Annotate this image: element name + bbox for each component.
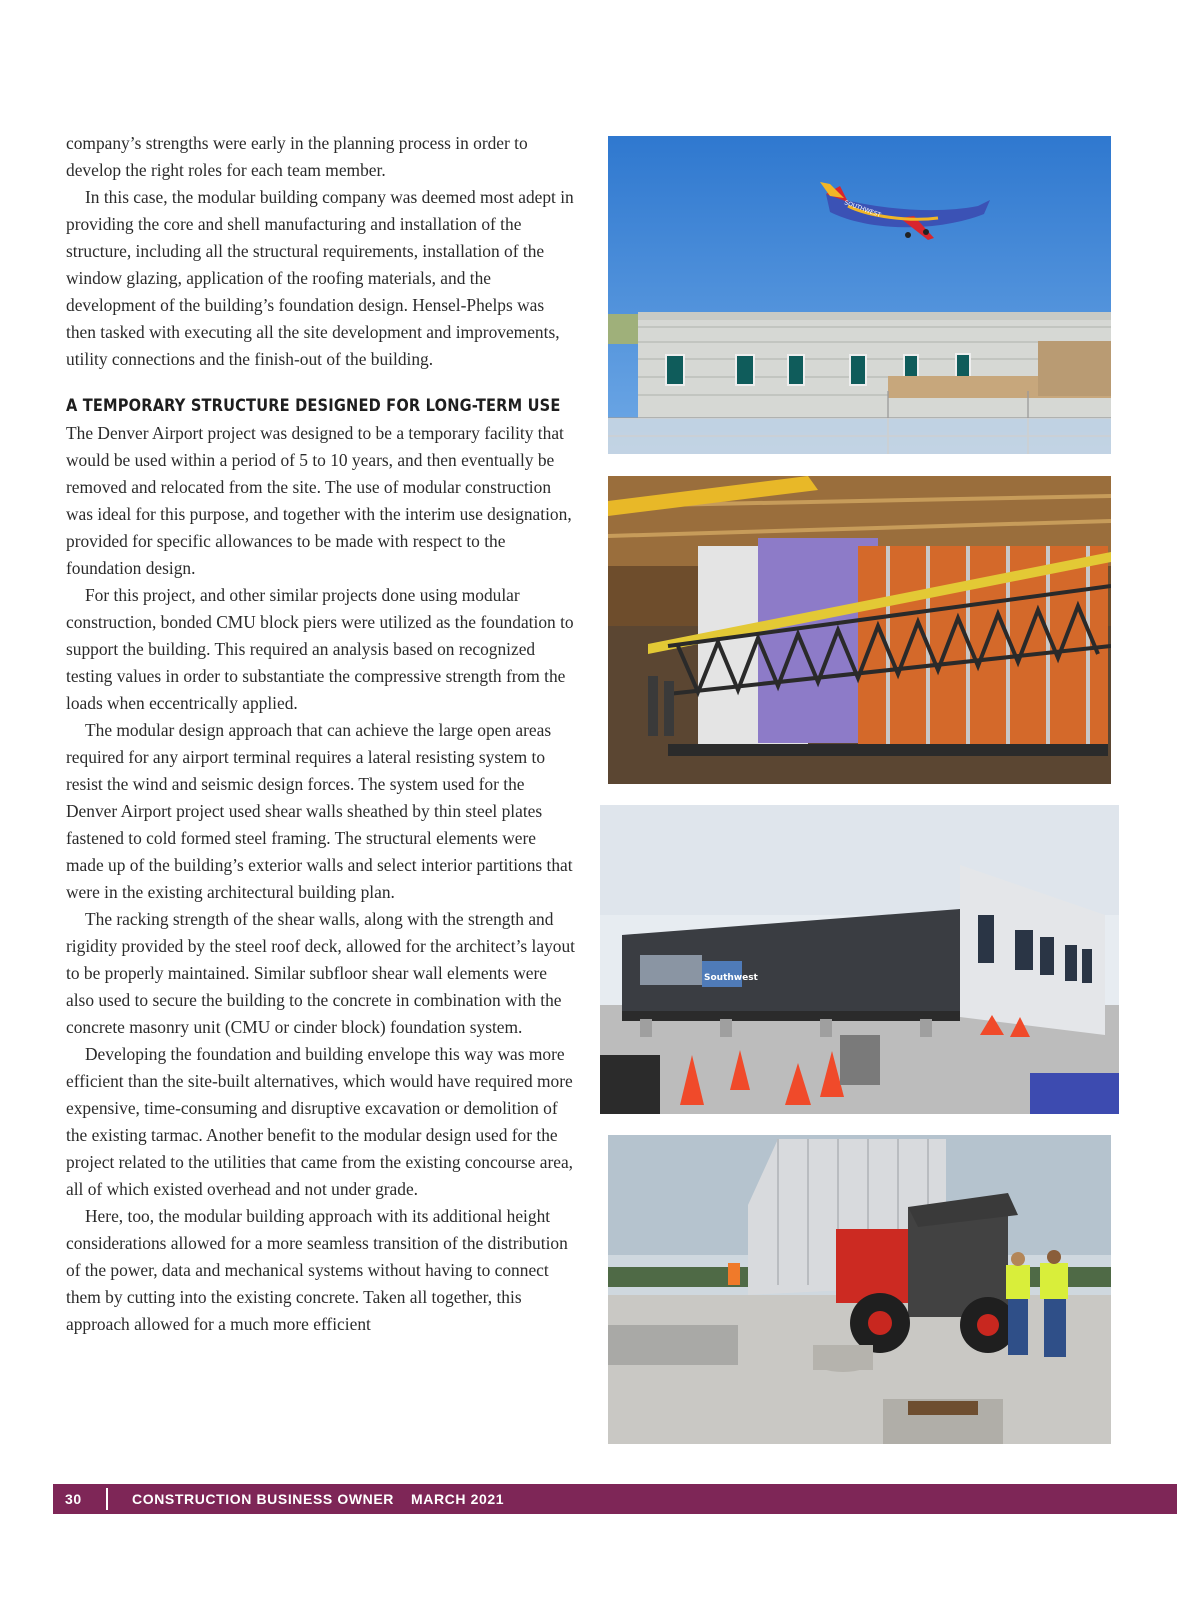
photo-open-module-on-piers bbox=[600, 805, 1119, 1114]
photo-module-transport-forklift bbox=[608, 1135, 1111, 1444]
terminal-sign-text: Southwest bbox=[704, 973, 758, 983]
footer-divider bbox=[106, 1488, 108, 1510]
article-paragraph: For this project, and other similar projects done using modular construction, bonded CMU block piers were utilized as the foundation to support the building. This required an analysis based on recognized testing values in order to substantiate the compressive strength from the loads when eccentrically applied. bbox=[66, 585, 574, 713]
issue-date: MARCH 2021 bbox=[411, 1491, 505, 1507]
photo-factory-module-assembly bbox=[608, 476, 1111, 784]
article-paragraph: The Denver Airport project was designed to be a temporary facility that would be used within a period of 5 to 10 years, and then eventually be removed and relocated from the site. The use of modular construction was ideal for this purpose, and together with the interim use designation, provided for specific allowances to be made with respect to the foundation design. bbox=[66, 423, 572, 578]
photo-plane-over-modular-terminal bbox=[608, 136, 1111, 454]
article-paragraph: The racking strength of the shear walls, along with the strength and rigidity provided by the steel roof deck, allowed for the architect’s layout to be properly maintained. Similar subfloor shear wall elements were also used to secure the building to the concrete in combination with the concrete masonry unit (CMU or cinder block) foundation system. bbox=[66, 909, 575, 1037]
magazine-title: CONSTRUCTION BUSINESS OWNER bbox=[132, 1491, 394, 1507]
section-heading: A TEMPORARY STRUCTURE DESIGNED FOR LONG-TERM USE bbox=[66, 396, 561, 416]
article-paragraph: Here, too, the modular building approach with its additional height considerations allowed for a more seamless transition of the distribution of the power, data and mechanical systems without having to connect them by cutting into the existing concrete. Taken all together, this approach allowed for a much more efficient bbox=[66, 1206, 568, 1334]
article-text-column bbox=[66, 130, 576, 1338]
footer-bar bbox=[53, 1484, 1177, 1514]
article-paragraph: The modular design approach that can achieve the large open areas required for any airport terminal requires a lateral resisting system to resist the wind and seismic design forces. The system used for the Denver Airport project used shear walls sheathed by thin steel plates fastened to cold formed steel framing. The structural elements were made up of the building’s exterior walls and select interior partitions that were in the existing architectural building plan. bbox=[66, 720, 573, 902]
page-number: 30 bbox=[65, 1491, 82, 1507]
article-paragraph: Developing the foundation and building envelope this way was more efficient than the site-built alternatives, which would have required more expensive, time-consuming and disruptive excavation or demolition of the existing tarmac. Another benefit to the modular design used for the project related to the utilities that came from the existing concourse area, all of which existed overhead and not under grade. bbox=[66, 1044, 574, 1199]
airplane-logo-text: SOUTHWEST bbox=[843, 199, 882, 219]
article-paragraph: company’s strengths were early in the planning process in order to develop the right roles for each team member. bbox=[66, 133, 528, 180]
article-paragraph: In this case, the modular building company was deemed most adept in providing the core and shell manufacturing and installation of the structure, including all the structural requirements, installation of the window glazing, application of the roofing materials, and the development of the building’s foundation design. Hensel-Phelps was then tasked with executing all the site development and improvements, utility connections and the finish-out of the building. bbox=[66, 187, 574, 369]
